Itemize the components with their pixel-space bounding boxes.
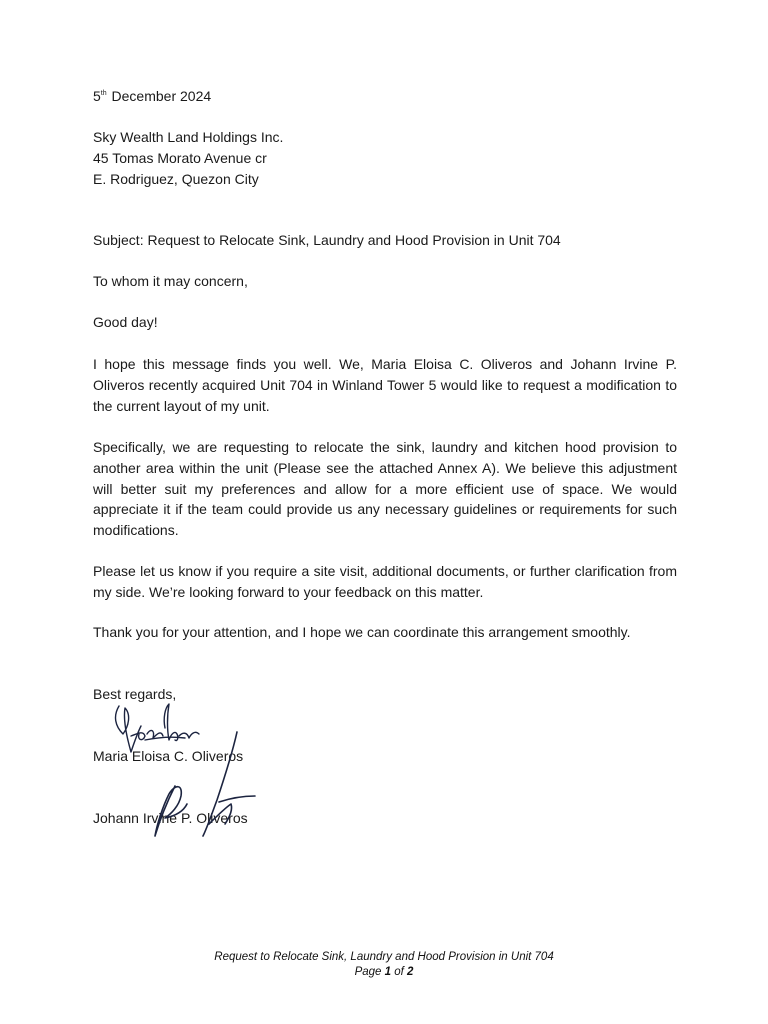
letter-date — [93, 86, 677, 107]
body-paragraph: Specifically, we are requesting to relocate the sink, laundry and kitchen hood provision to another area within the unit (Please see the attached Annex A). We believe this adjustment will better suit my preferences and allow for a more efficient use of space. We would appreciate it if the team could provide us any necessary guidelines or requirements for such modifications. — [93, 439, 677, 539]
body-paragraph: I hope this message finds you well. We, Maria Eloisa C. Oliveros and Johann Irvine P. Oliveros recently acquired Unit 704 in Winland Tower 5 would like to request a modification to the current layout of my unit. — [93, 356, 677, 414]
recipient-company: Sky Wealth Land Holdings Inc. — [93, 129, 284, 145]
recipient-address — [93, 127, 677, 189]
letter-greeting: Good day! — [93, 314, 158, 330]
date-month-year: December 2024 — [107, 88, 212, 104]
body-paragraph: Thank you for your attention, and I hope we can coordinate this arrangement smoothly. — [93, 624, 631, 640]
date-ordinal: th — [100, 90, 107, 97]
body-paragraph: Please let us know if you require a site visit, additional documents, or further clarification from my side. We’re looking forward to your feedback on this matter. — [93, 563, 677, 600]
letter-subject: Subject: Request to Relocate Sink, Laundry and Hood Provision in Unit 704 — [93, 232, 561, 248]
signatory-name: Johann Irvine P. Oliveros — [93, 810, 248, 826]
letter-closing: Best regards, — [93, 686, 177, 702]
page-of-label: of — [391, 966, 408, 978]
page-label: Page — [354, 966, 385, 978]
signatory-name: Maria Eloisa C. Oliveros — [93, 748, 244, 764]
letter-salutation: To whom it may concern, — [93, 273, 248, 289]
page-footer — [0, 950, 768, 980]
page-total: 2 — [407, 966, 414, 978]
recipient-address-line2: E. Rodriguez, Quezon City — [93, 170, 259, 187]
page-current: 1 — [384, 966, 392, 978]
footer-title: Request to Relocate Sink, Laundry and Hood Provision in Unit 704 — [214, 951, 554, 963]
footer-page-number — [0, 965, 768, 980]
recipient-address-line1: 45 Tomas Morato Avenue cr — [93, 149, 267, 166]
date-day: 5 — [93, 88, 101, 104]
